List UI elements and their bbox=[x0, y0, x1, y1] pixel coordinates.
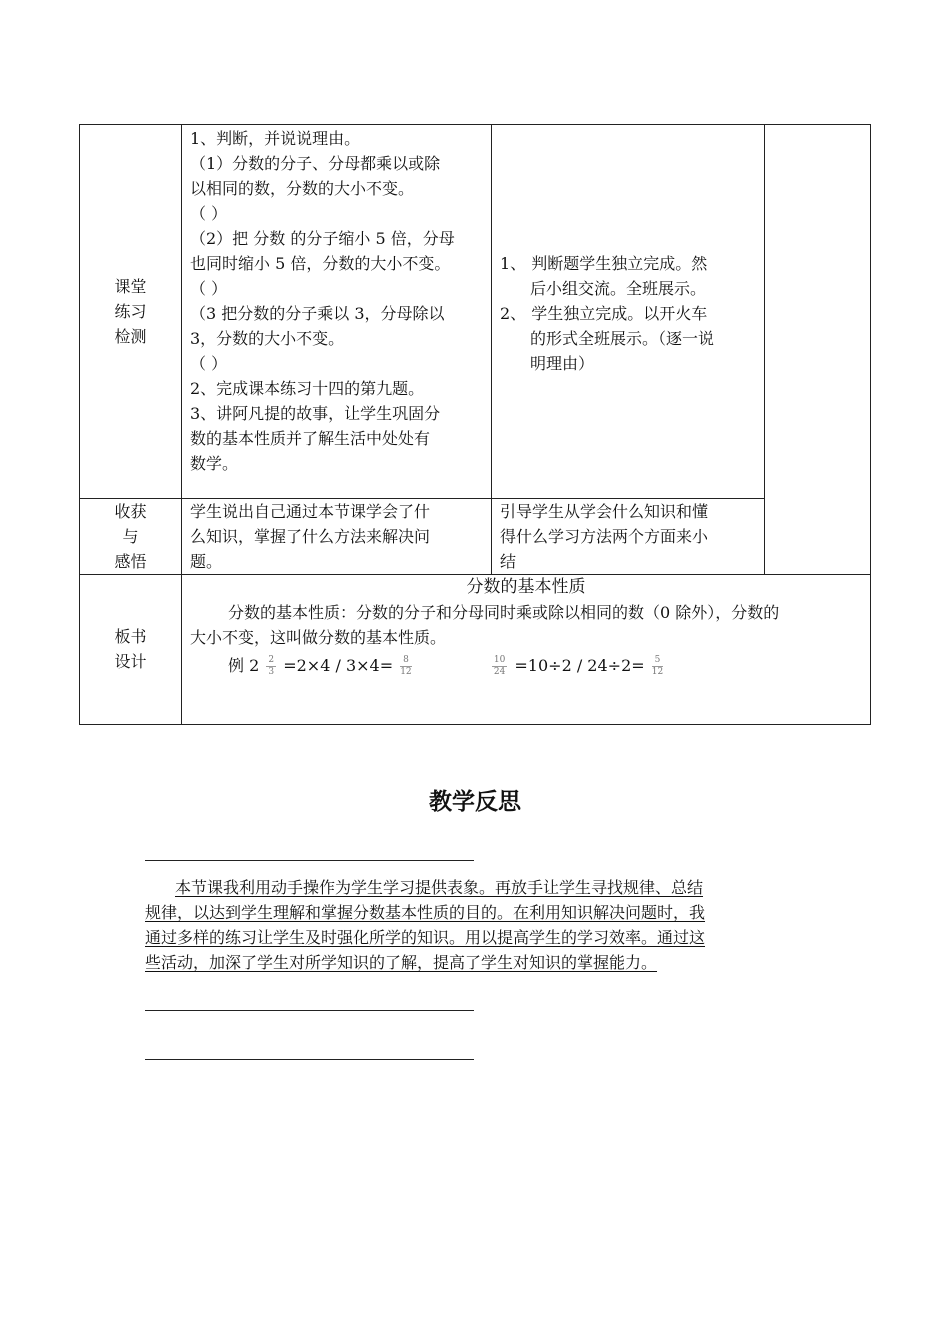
gains-content: 学生说出自己通过本节课学会了什 么知识，掌握了什么方法来解决问 题。 bbox=[190, 502, 431, 571]
gains-notes: 引导学生从学会什么知识和懂 得什么学习方法两个方面来小 结 bbox=[500, 502, 709, 571]
row-label-board: 板书 设计 bbox=[114, 627, 147, 671]
board-title: 分数的基本性质 bbox=[466, 577, 586, 597]
practice-notes: 1、 判断题学生独立完成。然 后小组交流。全班展示。 2、 学生独立完成。以开火车 的形式全班展示。（逐一说 明理由） bbox=[500, 254, 715, 373]
reflection-text: 本节课我利用动手操作为学生学习提供表象。再放手让学生寻找规律、总结 规律，以达到学生理解和掌握分数基本性质的目的。在利用知识解决问题时，我 通过多样的练习让学生及时强化所学的知识。用以提高学生的学习效率。通过这 些活动，加深了学生对所学知识的了解，提高了学生对知识的掌握能力。 bbox=[145, 878, 706, 972]
lesson-table bbox=[79, 124, 871, 725]
reflection-heading: 教学反思 bbox=[429, 789, 521, 815]
board-definition: 分数的基本性质：分数的分子和分母同时乘或除以相同的数（0 除外），分数的 大小不变，这叫做分数的基本性质。 bbox=[190, 603, 780, 647]
fraction-eight-twelfths: $\frac{8}{12}$ bbox=[400, 655, 412, 677]
row-label-practice: 课堂 练习 检测 bbox=[114, 277, 147, 346]
table-divider bbox=[764, 125, 765, 574]
fraction-ten-twentyfourths: $\frac{10}{24}$ bbox=[493, 655, 506, 677]
example-prefix: 例 2 bbox=[228, 656, 260, 675]
blank-line bbox=[145, 860, 474, 861]
blank-line bbox=[145, 1010, 474, 1011]
blank-line bbox=[145, 1059, 474, 1060]
example-expression-2: =10÷2 / 24÷2= bbox=[514, 656, 645, 675]
practice-content: 1、判断，并说说理由。 （1）分数的分子、分母都乘以或除 以相同的数，分数的大小不变。 （ ） （2）把 分数 的分子缩小 5 倍，分母 也同时缩小 5 倍，分数的大小不变。 （ ） （3 把分数的分子乘以 3，分母除以 3，分数的大小不变。 （ ） 2、完成课本练习十四的第九题。 3、讲阿凡提的故事，让学生巩固分 数的基本性质并了解生活中处处有 数学。 bbox=[190, 129, 455, 473]
row-label-reflection: 收获 与 感悟 bbox=[114, 502, 147, 571]
example-expression-1: =2×4 / 3×4= bbox=[283, 656, 394, 675]
board-example bbox=[228, 653, 828, 678]
fraction-two-thirds: $\frac{2}{3}$ bbox=[268, 655, 275, 677]
table-divider bbox=[491, 125, 492, 574]
table-divider bbox=[181, 125, 182, 724]
fraction-five-twelfths: $\frac{5}{12}$ bbox=[651, 655, 664, 677]
